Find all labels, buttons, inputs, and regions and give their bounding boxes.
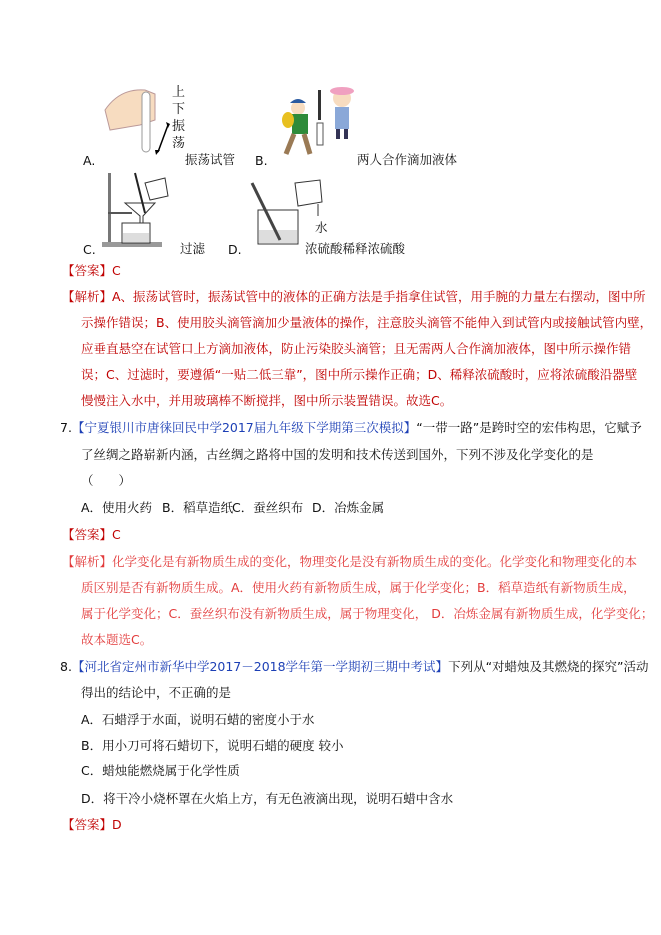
shake-direction-label: 上下振荡: [172, 85, 186, 151]
q8-number: 8.: [60, 659, 72, 674]
q7-analysis-line: 质区别是否有新物质生成。A．使用火药有新物质生成，属于化学变化；B．稻草造纸有新物质生成，: [81, 580, 636, 595]
q7-stem-line2: 了丝绸之路崭新内涵，古丝绸之路将中国的发明和技术传送到国外，下列不涉及化学变化的是: [81, 447, 594, 462]
q6-analysis-line: 示操作错误；B、使用胶头滴管滴加少量液体的操作，注意胶头滴管不能伸入到试管内或接触试管内壁，: [81, 315, 653, 330]
q8-option-d: D．将干冷小烧杯罩在火焰上方，有无色液滴出现，说明石蜡中含水: [81, 791, 454, 806]
q6-answer: 【答案】C: [62, 263, 121, 278]
q7-stem-line1: “一带一路”是跨时空的宏伟构思，它赋予: [416, 420, 642, 435]
q8-option-a: A．石蜡浮于水面，说明石蜡的密度小于水: [81, 712, 315, 727]
q6-analysis-line: 应垂直悬空在试管口上方滴加液体，防止污染胶头滴管；且无需两人合作滴加液体，图中所示操作错: [81, 341, 632, 356]
q7-stem: [60, 420, 642, 436]
option-c-letter: C.: [83, 242, 96, 257]
q7-analysis-line: 属于化学变化；C．蚕丝织布没有新物质生成，属于物理变化， D．冶炼金属有新物质生成，化学变化；: [81, 606, 654, 621]
option-d-letter: D.: [228, 242, 242, 257]
shake-test-tube-illustration: [100, 80, 180, 160]
q6-analysis-line: 慢慢注入水中，并用玻璃棒不断搅拌，图中所示装置错误。故选C。: [81, 393, 453, 408]
q8-source: 【河北省定州市新华中学2017－2018学年第一学期初三期中考试】: [71, 659, 449, 674]
q6-analysis-line: 误；C、过滤时，要遵循“一贴二低三靠”，图中所示操作正确；D、稀释浓硫酸时，应将浓硫酸沿器壁: [81, 367, 638, 382]
q7-blank: （ ）: [81, 473, 132, 488]
option-b-caption: 两人合作滴加液体: [357, 152, 458, 167]
q7-option-a: A．使用火药: [81, 500, 153, 515]
q7-analysis-line: 故本题选C。: [81, 632, 153, 647]
option-b-letter: B.: [255, 153, 268, 168]
q7-option-d: D．冶炼金属: [312, 500, 385, 515]
q7-answer: 【答案】C: [62, 527, 121, 542]
q7-analysis-line: 【解析】化学变化是有新物质生成的变化，物理变化是没有新物质生成的变化。化学变化和物理变化的本: [62, 554, 638, 569]
option-a-caption: 振荡试管: [185, 152, 236, 167]
water-label: 水: [315, 220, 328, 235]
option-d-caption: 浓硫酸稀释浓硫酸: [305, 241, 406, 256]
q8-stem-line1: 下列从“对蜡烛及其燃烧的探究”活动: [448, 659, 649, 674]
option-c-caption: 过滤: [180, 241, 206, 256]
dilute-acid-illustration: [250, 178, 330, 250]
filtration-illustration: [100, 168, 180, 248]
q7-number: 7.: [60, 420, 72, 435]
option-a-letter: A.: [83, 153, 96, 168]
q8-stem-line2: 得出的结论中，不正确的是: [81, 685, 232, 700]
q7-source: 【宁夏银川市唐徕回民中学2017届九年级下学期第三次模拟】: [71, 420, 417, 435]
q6-analysis-line: 【解析】A、振荡试管时，振荡试管中的液体的正确方法是手指拿住试管，用手腕的力量左右摆动，图中所: [62, 289, 646, 304]
q8-stem: [60, 659, 649, 675]
q8-option-b: B．用小刀可将石蜡切下，说明石蜡的硬度 较小: [81, 738, 344, 753]
q7-option-b: B．稻草造纸: [162, 500, 234, 515]
q7-option-c: C．蚕丝织布: [232, 500, 304, 515]
q8-option-c: C．蜡烛能燃烧属于化学性质: [81, 763, 240, 778]
two-people-dropper-illustration: [280, 78, 360, 160]
q8-answer: 【答案】D: [62, 817, 122, 832]
